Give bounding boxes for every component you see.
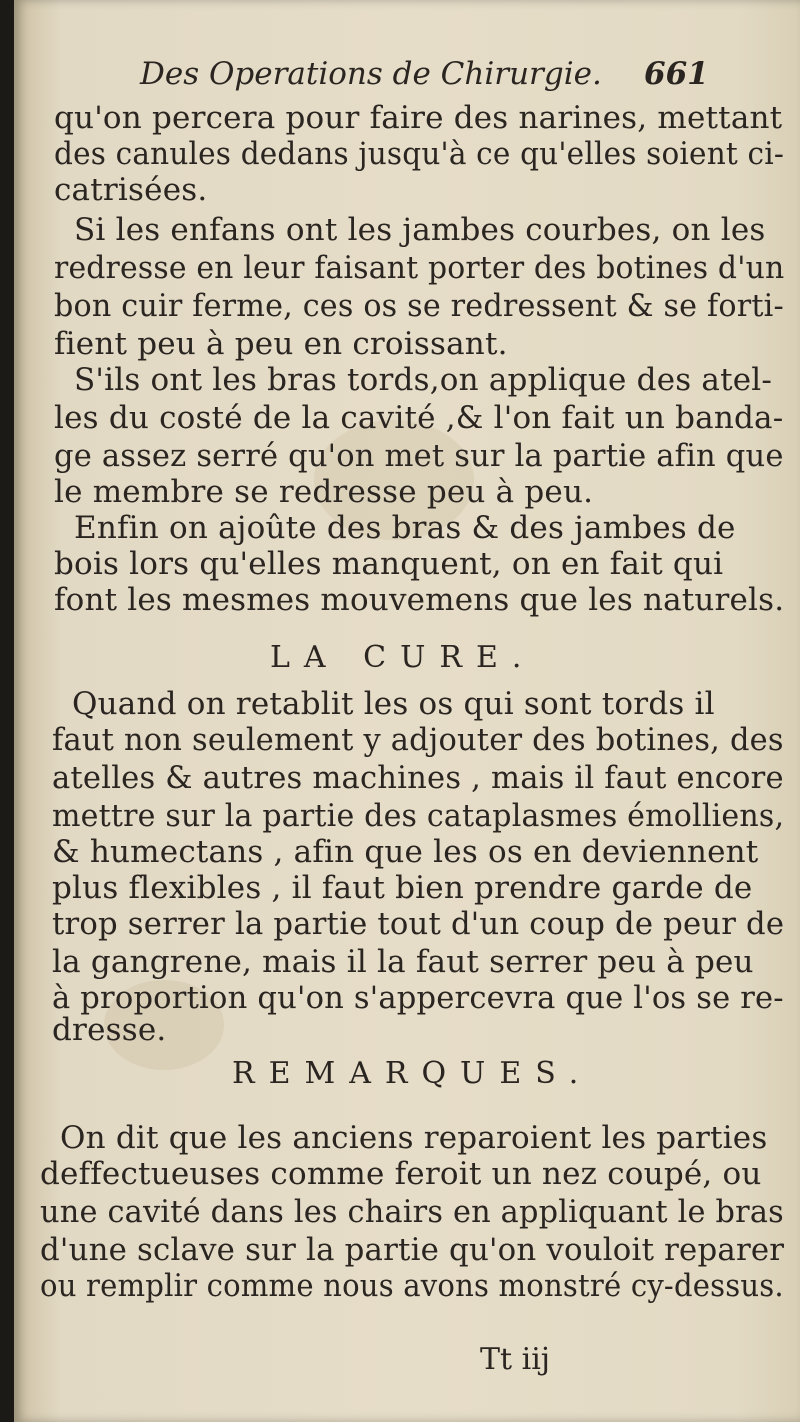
text-line: catrisées. <box>54 172 208 208</box>
text-line: bois lors qu'elles manquent, on en fait qui <box>54 546 724 582</box>
text-line: trop serrer la partie tout d'un coup de peur de <box>52 906 785 942</box>
text-line: Quand on retablit les os qui sont tords il <box>72 686 715 722</box>
section-heading: REMARQUES. <box>232 1056 593 1091</box>
text-line: Si les enfans ont les jambes courbes, on les <box>74 212 766 248</box>
text-line: dresse. <box>52 1012 167 1048</box>
text-line: & humectans , afin que les os en deviennent <box>52 834 759 870</box>
book-page <box>14 0 800 1422</box>
signature-mark: Tt iij <box>480 1342 551 1377</box>
running-header <box>14 56 800 100</box>
text-line: les du costé de la cavité ,& l'on fait un banda- <box>54 400 784 436</box>
text-line: le membre se redresse peu à peu. <box>54 474 594 510</box>
page-number: 661 <box>644 56 709 92</box>
text-line: atelles & autres machines , mais il faut encore <box>52 760 784 796</box>
text-line: ou remplir comme nous avons monstré cy-dessus. <box>40 1268 784 1304</box>
text-line: des canules dedans jusqu'à ce qu'elles soient ci- <box>54 136 785 172</box>
text-line: à proportion qu'on s'appercevra que l'os se re- <box>52 980 784 1016</box>
text-line: d'une sclave sur la partie qu'on vouloit reparer <box>40 1232 785 1268</box>
text-line: plus flexibles , il faut bien prendre garde de <box>52 870 753 906</box>
text-line: deffectueuses comme feroit un nez coupé, ou <box>40 1156 762 1192</box>
text-line: faut non seulement y adjouter des botines, des <box>52 722 784 758</box>
running-title: Des Operations de Chirurgie. <box>140 56 602 92</box>
text-line: qu'on percera pour faire des narines, mettant <box>54 100 783 136</box>
section-heading: LA CURE. <box>270 640 536 675</box>
text-line: S'ils ont les bras tords,on applique des atel- <box>74 362 773 398</box>
text-line: Enfin on ajoûte des bras & des jambes de <box>74 510 736 546</box>
text-line: font les mesmes mouvemens que les naturels. <box>54 582 785 618</box>
text-line: redresse en leur faisant porter des botines d'un <box>54 250 785 286</box>
text-line: fient peu à peu en croissant. <box>54 326 508 362</box>
text-line: une cavité dans les chairs en appliquant le bras <box>40 1194 784 1230</box>
text-line: mettre sur la partie des cataplasmes émolliens, <box>52 798 785 834</box>
text-line: bon cuir ferme, ces os se redressent & se forti- <box>54 288 784 324</box>
text-line: ge assez serré qu'on met sur la partie afin que <box>54 438 784 474</box>
text-line: On dit que les anciens reparoient les parties <box>60 1120 768 1156</box>
text-line: la gangrene, mais il la faut serrer peu à peu <box>52 944 754 980</box>
